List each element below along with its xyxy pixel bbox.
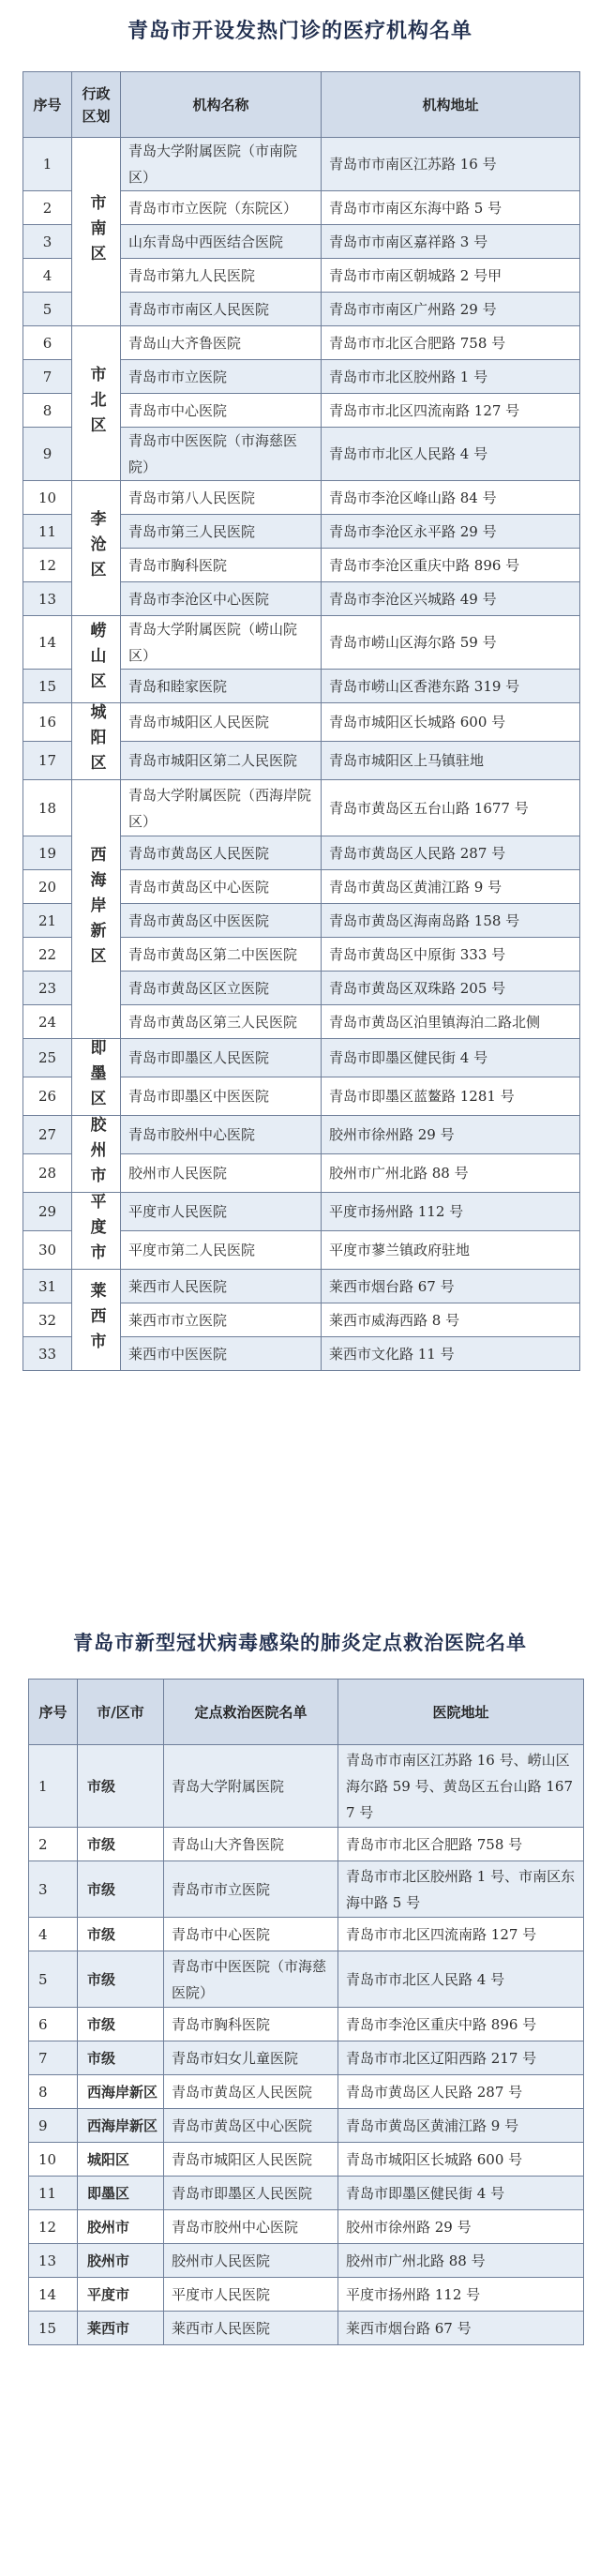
table2-title: 青岛市新型冠状病毒感染的肺炎定点救治医院名单 — [73, 1631, 527, 1654]
table-row — [29, 1951, 584, 2008]
row-seq: 9 — [23, 428, 72, 481]
row-level: 莱西市 — [78, 2312, 164, 2345]
hospital-name: 青岛大学附属医院（崂山院区） — [121, 616, 322, 670]
table1-title: 青岛市开设发热门诊的医疗机构名单 — [127, 19, 472, 43]
hospital-name: 青岛市胶州中心医院 — [164, 2210, 338, 2244]
hospital-address: 平度市扬州路 112 号 — [322, 1193, 580, 1231]
header-name: 机构名称 — [121, 72, 322, 138]
hospital-address: 胶州市广州北路 88 号 — [322, 1154, 580, 1193]
row-level: 市级 — [78, 1918, 164, 1951]
table-row — [23, 326, 580, 360]
hospital-address: 青岛市即墨区健民街 4 号 — [322, 1039, 580, 1077]
row-seq: 31 — [23, 1270, 72, 1303]
hospital-address: 青岛市黄岛区双珠路 205 号 — [322, 972, 580, 1005]
hospital-name: 青岛市中心医院 — [164, 1918, 338, 1951]
row-seq: 1 — [29, 1745, 78, 1828]
row-seq: 10 — [29, 2143, 78, 2177]
hospital-address: 莱西市威海西路 8 号 — [322, 1303, 580, 1337]
row-seq: 22 — [23, 938, 72, 972]
hospital-address: 青岛市市南区朝城路 2 号甲 — [322, 259, 580, 293]
hospital-name: 平度市人民医院 — [121, 1193, 322, 1231]
hospital-name: 莱西市人民医院 — [121, 1270, 322, 1303]
row-seq: 17 — [23, 742, 72, 780]
hospital-name: 青岛市黄岛区中心医院 — [164, 2109, 338, 2143]
hospital-address: 青岛市崂山区海尔路 59 号 — [322, 616, 580, 670]
district-cell — [72, 1270, 121, 1371]
table-row — [29, 2109, 584, 2143]
district-cell — [72, 326, 121, 481]
row-level: 市级 — [78, 2041, 164, 2075]
district-label: 崂山区 — [86, 621, 106, 698]
district-cell — [72, 1039, 121, 1116]
row-level: 市级 — [78, 1951, 164, 2008]
district-cell — [72, 1193, 121, 1270]
row-seq: 14 — [23, 616, 72, 670]
table-row — [23, 138, 580, 191]
hospital-name: 青岛市即墨区人民医院 — [164, 2177, 338, 2210]
hospital-name: 平度市人民医院 — [164, 2278, 338, 2312]
row-seq: 9 — [29, 2109, 78, 2143]
row-seq: 6 — [23, 326, 72, 360]
table-row — [23, 1039, 580, 1077]
district-cell — [72, 481, 121, 616]
table-row — [23, 616, 580, 670]
district-label: 市南区 — [86, 193, 106, 270]
hospital-address: 青岛市市北区合肥路 758 号 — [322, 326, 580, 360]
hospital-name: 青岛大学附属医院（市南院区） — [121, 138, 322, 191]
row-seq: 8 — [23, 394, 72, 428]
table-row — [23, 1270, 580, 1303]
table-row — [29, 2244, 584, 2278]
district-label: 李沧区 — [86, 510, 106, 586]
hospital-name: 青岛市胸科医院 — [121, 549, 322, 582]
hospital-address: 莱西市文化路 11 号 — [322, 1337, 580, 1371]
row-seq: 26 — [23, 1077, 72, 1116]
hospital-name: 青岛市市立医院（东院区） — [121, 191, 322, 225]
hospital-address: 青岛市即墨区健民街 4 号 — [338, 2177, 584, 2210]
hospital-name: 青岛大学附属医院 — [164, 1745, 338, 1828]
table-row — [23, 481, 580, 515]
table-row — [23, 1116, 580, 1154]
row-seq: 2 — [29, 1828, 78, 1861]
hospital-address: 青岛市市南区广州路 29 号 — [322, 293, 580, 326]
hospital-name: 青岛市市立医院 — [121, 360, 322, 394]
hospital-name: 青岛市李沧区中心医院 — [121, 582, 322, 616]
hospital-address: 青岛市市南区东海中路 5 号 — [322, 191, 580, 225]
row-seq: 29 — [23, 1193, 72, 1231]
header-address: 机构地址 — [322, 72, 580, 138]
row-seq: 21 — [23, 904, 72, 938]
hospital-address: 平度市蓼兰镇政府驻地 — [322, 1231, 580, 1270]
table-row — [29, 2075, 584, 2109]
hospital-address: 青岛市黄岛区五台山路 1677 号 — [322, 780, 580, 836]
district-cell — [72, 138, 121, 326]
hospital-address: 青岛市市北区人民路 4 号 — [322, 428, 580, 481]
hospital-name: 青岛市黄岛区第二中医医院 — [121, 938, 322, 972]
row-seq: 7 — [29, 2041, 78, 2075]
hospital-name: 青岛市城阳区人民医院 — [164, 2143, 338, 2177]
table-row — [23, 703, 580, 742]
row-seq: 3 — [23, 225, 72, 259]
table-row — [23, 780, 580, 836]
hospital-address: 胶州市徐州路 29 号 — [338, 2210, 584, 2244]
row-seq: 11 — [29, 2177, 78, 2210]
hospital-name: 青岛市黄岛区区立医院 — [121, 972, 322, 1005]
row-seq: 2 — [23, 191, 72, 225]
row-seq: 8 — [29, 2075, 78, 2109]
hospital-address: 青岛市市南区江苏路 16 号 — [322, 138, 580, 191]
row-seq: 30 — [23, 1231, 72, 1270]
row-seq: 12 — [23, 549, 72, 582]
row-seq: 14 — [29, 2278, 78, 2312]
header-level: 市/区市 — [78, 1680, 164, 1745]
hospital-name: 青岛市即墨区人民医院 — [121, 1039, 322, 1077]
hospital-address: 青岛市黄岛区海南岛路 158 号 — [322, 904, 580, 938]
hospital-name: 胶州市人民医院 — [121, 1154, 322, 1193]
hospital-name: 青岛市妇女儿童医院 — [164, 2041, 338, 2075]
row-seq: 13 — [29, 2244, 78, 2278]
district-cell — [72, 780, 121, 1039]
hospital-name: 青岛市胸科医院 — [164, 2008, 338, 2041]
hospital-name: 青岛市城阳区人民医院 — [121, 703, 322, 742]
row-level: 城阳区 — [78, 2143, 164, 2177]
row-seq: 13 — [23, 582, 72, 616]
hospital-address: 青岛市李沧区永平路 29 号 — [322, 515, 580, 549]
hospital-name: 青岛市市南区人民医院 — [121, 293, 322, 326]
table-row — [29, 2210, 584, 2244]
hospital-address: 青岛市市北区四流南路 127 号 — [322, 394, 580, 428]
hospital-name: 青岛市第三人民医院 — [121, 515, 322, 549]
row-seq: 5 — [29, 1951, 78, 2008]
hospital-address: 平度市扬州路 112 号 — [338, 2278, 584, 2312]
row-level: 市级 — [78, 2008, 164, 2041]
table-row — [29, 2041, 584, 2075]
row-seq: 18 — [23, 780, 72, 836]
hospital-name: 山东青岛中西医结合医院 — [121, 225, 322, 259]
row-level: 平度市 — [78, 2278, 164, 2312]
hospital-name: 青岛山大齐鲁医院 — [121, 326, 322, 360]
hospital-address: 青岛市李沧区兴城路 49 号 — [322, 582, 580, 616]
district-label: 胶州市 — [86, 1116, 106, 1192]
row-level: 市级 — [78, 1828, 164, 1861]
hospital-name: 平度市第二人民医院 — [121, 1231, 322, 1270]
hospital-address: 青岛市市北区合肥路 758 号 — [338, 1828, 584, 1861]
hospital-name: 胶州市人民医院 — [164, 2244, 338, 2278]
hospital-name: 莱西市中医医院 — [121, 1337, 322, 1371]
row-seq: 28 — [23, 1154, 72, 1193]
fever-clinic-table — [22, 71, 580, 1371]
row-seq: 1 — [23, 138, 72, 191]
hospital-name: 青岛市黄岛区人民医院 — [121, 836, 322, 870]
table-row — [23, 1193, 580, 1231]
row-level: 市级 — [78, 1861, 164, 1918]
hospital-address: 青岛市市南区江苏路 16 号、崂山区海尔路 59 号、黄岛区五台山路 1677 号 — [338, 1745, 584, 1828]
row-seq: 3 — [29, 1861, 78, 1918]
row-level: 西海岸新区 — [78, 2109, 164, 2143]
row-seq: 16 — [23, 703, 72, 742]
row-seq: 15 — [29, 2312, 78, 2345]
hospital-address: 青岛市黄岛区中原街 333 号 — [322, 938, 580, 972]
district-label: 市北区 — [86, 365, 106, 442]
header-name: 定点救治医院名单 — [164, 1680, 338, 1745]
row-seq: 4 — [23, 259, 72, 293]
row-seq: 27 — [23, 1116, 72, 1154]
row-seq: 12 — [29, 2210, 78, 2244]
hospital-address: 青岛市李沧区重庆中路 896 号 — [338, 2008, 584, 2041]
row-level: 胶州市 — [78, 2210, 164, 2244]
hospital-address: 青岛市城阳区长城路 600 号 — [322, 703, 580, 742]
table-row — [29, 1861, 584, 1918]
district-cell — [72, 1116, 121, 1193]
hospital-address: 青岛市市南区嘉祥路 3 号 — [322, 225, 580, 259]
header-seq: 序号 — [23, 72, 72, 138]
table-row — [29, 2143, 584, 2177]
hospital-name: 青岛市黄岛区第三人民医院 — [121, 1005, 322, 1039]
hospital-address: 青岛市市北区辽阳西路 217 号 — [338, 2041, 584, 2075]
hospital-name: 青岛市胶州中心医院 — [121, 1116, 322, 1154]
hospital-name: 青岛市中医医院（市海慈医院） — [121, 428, 322, 481]
row-seq: 32 — [23, 1303, 72, 1337]
hospital-name: 莱西市人民医院 — [164, 2312, 338, 2345]
district-label: 即墨区 — [86, 1039, 106, 1115]
hospital-address: 青岛市市北区人民路 4 号 — [338, 1951, 584, 2008]
table-row — [29, 2177, 584, 2210]
header-district: 行政区划 — [72, 72, 121, 138]
table-row — [29, 1918, 584, 1951]
row-seq: 10 — [23, 481, 72, 515]
hospital-name: 青岛市第八人民医院 — [121, 481, 322, 515]
hospital-name: 青岛和睦家医院 — [121, 670, 322, 703]
row-seq: 6 — [29, 2008, 78, 2041]
district-cell — [72, 616, 121, 703]
district-cell — [72, 703, 121, 780]
hospital-address: 青岛市即墨区蓝鳌路 1281 号 — [322, 1077, 580, 1116]
hospital-address: 青岛市黄岛区人民路 287 号 — [338, 2075, 584, 2109]
hospital-name: 青岛大学附属医院（西海岸院区） — [121, 780, 322, 836]
hospital-address: 青岛市市北区四流南路 127 号 — [338, 1918, 584, 1951]
row-seq: 7 — [23, 360, 72, 394]
row-seq: 20 — [23, 870, 72, 904]
district-label: 莱西市 — [86, 1282, 106, 1358]
hospital-name: 青岛市中心医院 — [121, 394, 322, 428]
district-label: 城阳区 — [86, 703, 106, 779]
district-label: 平度市 — [86, 1193, 106, 1269]
row-seq: 19 — [23, 836, 72, 870]
hospital-name: 青岛市黄岛区人民医院 — [164, 2075, 338, 2109]
hospital-name: 青岛市市立医院 — [164, 1861, 338, 1918]
hospital-address: 青岛市城阳区上马镇驻地 — [322, 742, 580, 780]
hospital-name: 青岛市城阳区第二人民医院 — [121, 742, 322, 780]
row-level: 胶州市 — [78, 2244, 164, 2278]
hospital-name: 青岛市黄岛区中医医院 — [121, 904, 322, 938]
hospital-address: 青岛市黄岛区泊里镇海泊二路北侧 — [322, 1005, 580, 1039]
hospital-address: 莱西市烟台路 67 号 — [338, 2312, 584, 2345]
row-seq: 24 — [23, 1005, 72, 1039]
hospital-address: 青岛市李沧区峰山路 84 号 — [322, 481, 580, 515]
hospital-address: 青岛市黄岛区黄浦江路 9 号 — [338, 2109, 584, 2143]
hospital-name: 莱西市市立医院 — [121, 1303, 322, 1337]
row-level: 西海岸新区 — [78, 2075, 164, 2109]
header-address: 医院地址 — [338, 1680, 584, 1745]
row-seq: 33 — [23, 1337, 72, 1371]
hospital-address: 胶州市广州北路 88 号 — [338, 2244, 584, 2278]
designated-hospital-table — [28, 1679, 584, 2345]
table-row — [29, 2312, 584, 2345]
row-seq: 23 — [23, 972, 72, 1005]
hospital-address: 青岛市李沧区重庆中路 896 号 — [322, 549, 580, 582]
hospital-name: 青岛市黄岛区中心医院 — [121, 870, 322, 904]
hospital-address: 青岛市黄岛区人民路 287 号 — [322, 836, 580, 870]
row-seq: 11 — [23, 515, 72, 549]
hospital-address: 青岛市城阳区长城路 600 号 — [338, 2143, 584, 2177]
row-level: 市级 — [78, 1745, 164, 1828]
hospital-name: 青岛市第九人民医院 — [121, 259, 322, 293]
row-seq: 25 — [23, 1039, 72, 1077]
table-row — [29, 2008, 584, 2041]
hospital-address: 青岛市崂山区香港东路 319 号 — [322, 670, 580, 703]
table-row — [29, 2278, 584, 2312]
header-seq: 序号 — [29, 1680, 78, 1745]
table-row — [29, 1745, 584, 1828]
row-seq: 5 — [23, 293, 72, 326]
row-level: 即墨区 — [78, 2177, 164, 2210]
hospital-address: 青岛市市北区胶州路 1 号 — [322, 360, 580, 394]
hospital-name: 青岛市中医医院（市海慈医院） — [164, 1951, 338, 2008]
hospital-name: 青岛市即墨区中医医院 — [121, 1077, 322, 1116]
row-seq: 4 — [29, 1918, 78, 1951]
hospital-address: 青岛市市北区胶州路 1 号、市南区东海中路 5 号 — [338, 1861, 584, 1918]
district-label: 西海岸新区 — [86, 846, 106, 972]
row-seq: 15 — [23, 670, 72, 703]
hospital-name: 青岛山大齐鲁医院 — [164, 1828, 338, 1861]
hospital-address: 胶州市徐州路 29 号 — [322, 1116, 580, 1154]
hospital-address: 莱西市烟台路 67 号 — [322, 1270, 580, 1303]
hospital-address: 青岛市黄岛区黄浦江路 9 号 — [322, 870, 580, 904]
table-row — [29, 1828, 584, 1861]
